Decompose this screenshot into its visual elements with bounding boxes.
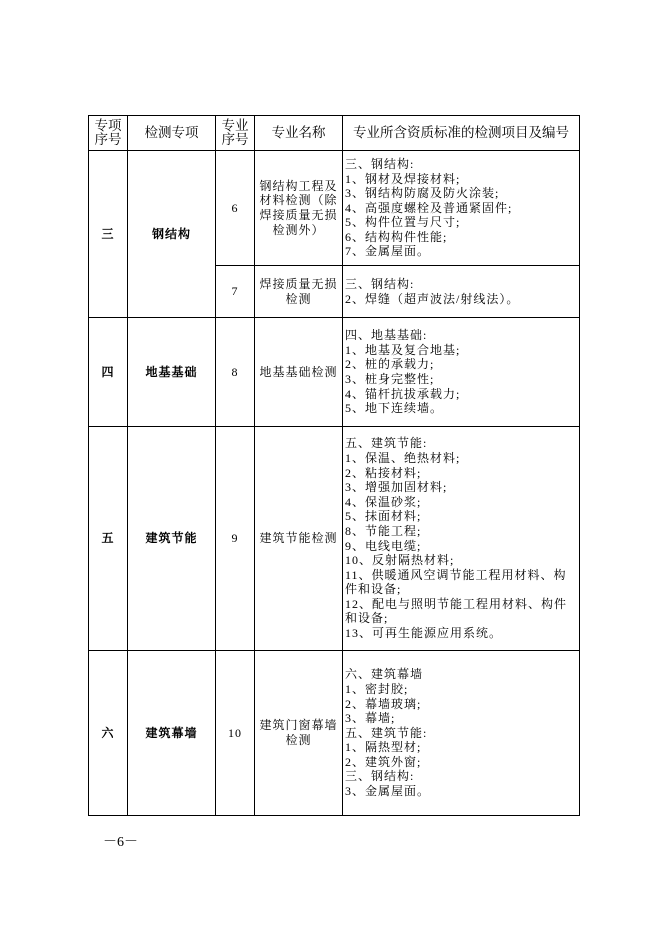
item-line: 三、钢结构: — [345, 769, 415, 784]
item-line: 2、幕墙玻璃; — [345, 696, 422, 711]
item-line: 6、结构构件性能; — [345, 229, 448, 244]
item-line: 1、密封胶; — [345, 681, 409, 696]
item-line: 3、增强加固材料; — [345, 480, 448, 495]
item-line: 五、建筑节能: — [345, 725, 428, 740]
specialty-items — [343, 266, 580, 318]
specialty-no: 7 — [216, 266, 255, 318]
item-line: 4、锚杆抗拔承载力; — [345, 386, 461, 401]
category-name: 建筑幕墙 — [128, 651, 216, 816]
item-line: 13、可再生能源应用系统。 — [345, 626, 503, 641]
item-line: 5、地下连续墙。 — [345, 401, 444, 416]
item-line: 1、隔热型材; — [345, 740, 422, 755]
item-line: 2、焊缝（超声波法/射线法）。 — [345, 291, 520, 306]
item-line: 1、地基及复合地基; — [345, 342, 461, 357]
specialty-items — [343, 651, 580, 816]
item-line: 5、构件位置与尺寸; — [345, 215, 461, 230]
item-line: 5、抹面材料; — [345, 509, 422, 524]
item-line: 12、配电与照明节能工程用材料、构件和设备; — [345, 596, 568, 626]
table-row — [89, 151, 580, 266]
category-seq: 六 — [89, 651, 128, 816]
item-line: 10、反射隔热材料; — [345, 553, 455, 568]
specialty-name: 建筑节能检测 — [255, 427, 343, 651]
item-line: 3、幕墙; — [345, 711, 396, 726]
header-specialty-name: 专业名称 — [255, 116, 343, 151]
specialty-no: 8 — [216, 318, 255, 427]
item-line: 11、供暖通风空调节能工程用材料、构件和设备; — [345, 567, 567, 597]
item-line: 1、保温、绝热材料; — [345, 450, 461, 465]
specialty-no: 10 — [216, 651, 255, 816]
page-number: －6－ — [103, 835, 138, 850]
header-category-seq: 专项序号 — [89, 116, 128, 151]
item-line: 3、钢结构防腐及防火涂装; — [345, 186, 500, 201]
item-line: 3、桩身完整性; — [345, 372, 435, 386]
item-line: 2、桩的承载力; — [345, 357, 435, 372]
item-line: 9、电线电缆; — [345, 538, 422, 553]
item-line: 六、建筑幕墙 — [345, 667, 424, 682]
item-line: 8、节能工程; — [345, 523, 422, 538]
qualification-table — [88, 115, 580, 816]
category-seq: 三 — [89, 151, 128, 318]
item-line: 4、高强度螺栓及普通紧固件; — [345, 200, 513, 215]
category-name: 钢结构 — [128, 151, 216, 318]
specialty-name: 地基基础检测 — [255, 318, 343, 427]
specialty-items — [343, 427, 580, 651]
specialty-items — [343, 318, 580, 427]
category-name: 地基基础 — [128, 318, 216, 427]
category-seq: 四 — [89, 318, 128, 427]
table-row — [89, 427, 580, 651]
item-line: 3、金属屋面。 — [345, 784, 431, 799]
item-line: 五、建筑节能: — [345, 436, 428, 451]
item-line: 三、钢结构: — [345, 276, 415, 291]
table-row — [89, 318, 580, 427]
specialty-name: 钢结构工程及材料检测（除焊接质量无损检测外） — [255, 151, 343, 266]
specialty-no: 6 — [216, 151, 255, 266]
category-seq: 五 — [89, 427, 128, 651]
specialty-name: 焊接质量无损检测 — [255, 266, 343, 318]
category-name: 建筑节能 — [128, 427, 216, 651]
item-line: 四、地基基础: — [345, 328, 428, 343]
specialty-items — [343, 151, 580, 266]
item-line: 1、钢材及焊接材料; — [345, 171, 461, 186]
item-line: 4、保温砂浆; — [345, 494, 422, 509]
specialty-no: 9 — [216, 427, 255, 651]
table-row — [89, 651, 580, 816]
item-line: 2、建筑外窗; — [345, 754, 422, 769]
table-header-row — [89, 116, 580, 151]
item-line: 三、钢结构: — [345, 156, 415, 171]
header-category-name: 检测专项 — [128, 116, 216, 151]
specialty-name: 建筑门窗幕墙检测 — [255, 651, 343, 816]
item-line: 7、金属屋面。 — [345, 244, 431, 259]
item-line: 2、粘接材料; — [345, 465, 422, 480]
header-test-items: 专业所含资质标准的检测项目及编号 — [343, 116, 580, 151]
header-specialty-seq: 专业序号 — [216, 116, 255, 151]
